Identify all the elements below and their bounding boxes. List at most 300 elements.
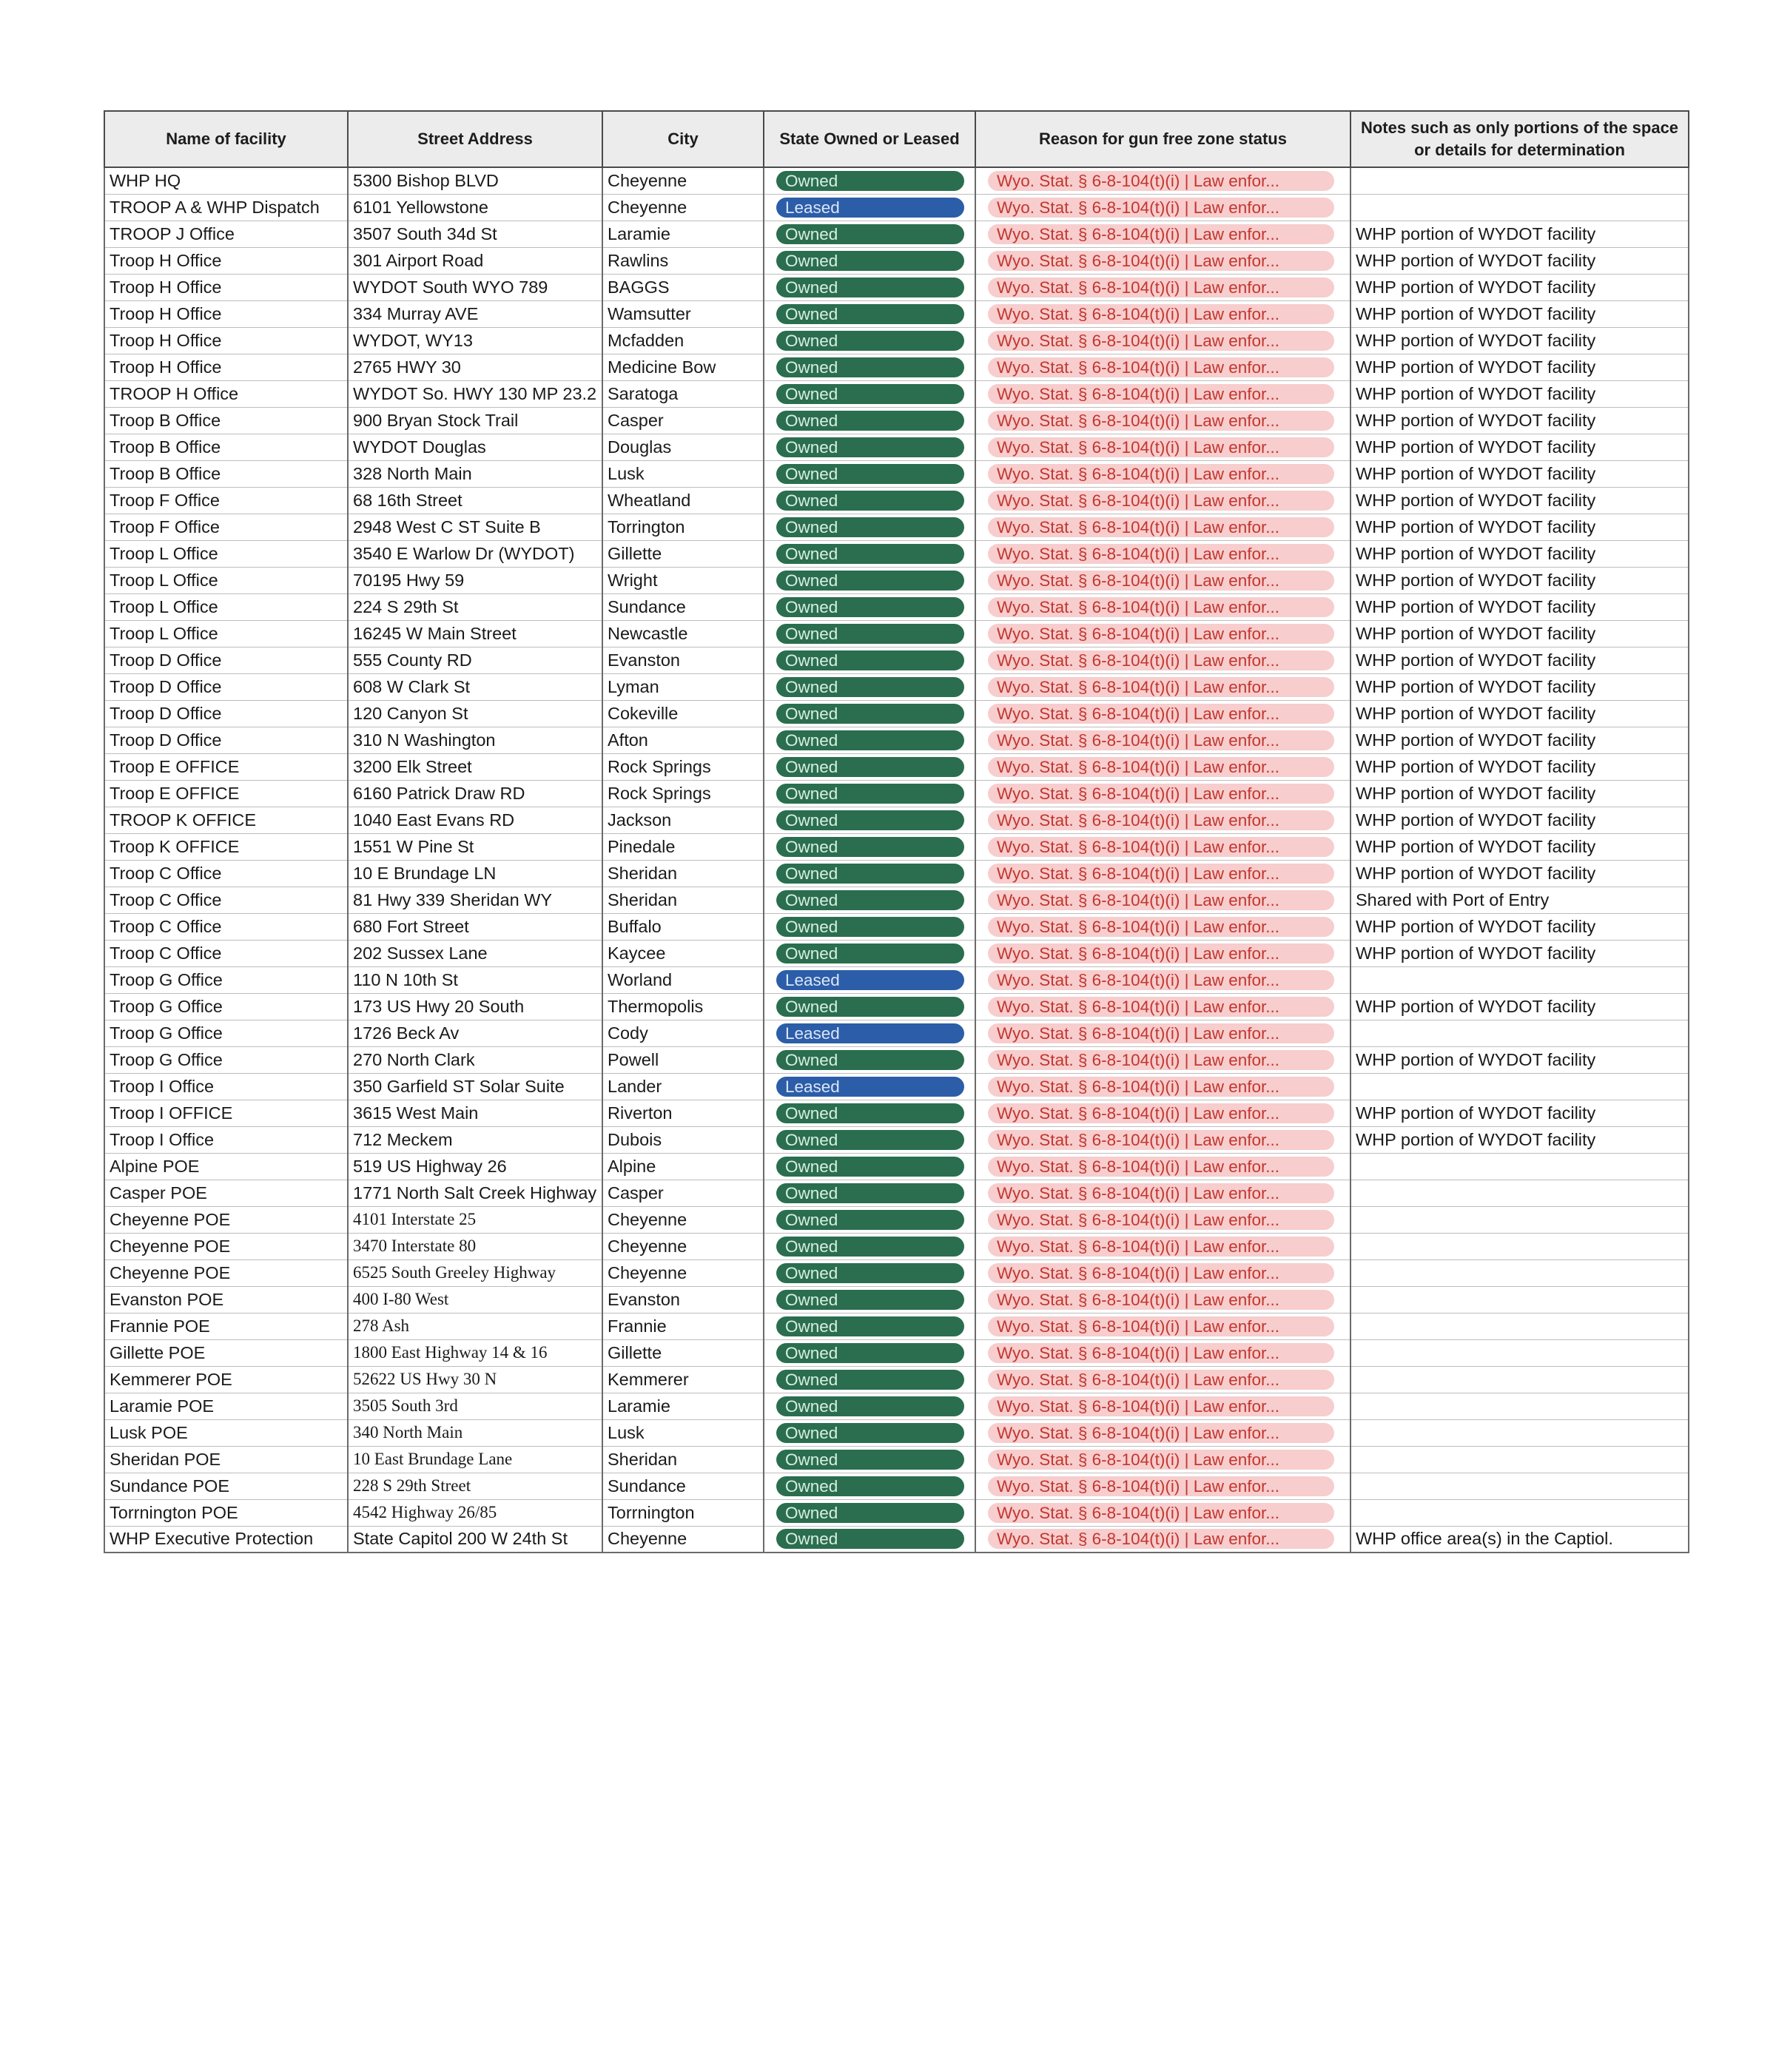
owned-status-chip[interactable]: Owned [776,597,964,617]
city-cell: Rock Springs [602,780,764,807]
city-cell: Newcastle [602,620,764,647]
street-address-cell: 3505 South 3rd [348,1393,602,1419]
facility-name-cell: Troop H Office [104,327,348,354]
ownership-cell [764,1046,975,1073]
ownership-cell [764,860,975,887]
reason-chip[interactable]: Wyo. Stat. § 6-8-104(t)(i) | Law enfor... [988,1450,1334,1470]
street-address-cell: 350 Garfield ST Solar Suite [348,1073,602,1100]
reason-cell [975,1180,1350,1206]
table-row [104,940,1689,966]
city-cell: Kaycee [602,940,764,966]
facility-name-cell: Sheridan POE [104,1446,348,1473]
street-address-cell: 68 16th Street [348,487,602,514]
ownership-cell [764,620,975,647]
city-cell: Jackson [602,807,764,833]
reason-cell [975,1259,1350,1286]
table-row [104,274,1689,300]
street-address-cell: 608 W Clark St [348,673,602,700]
facility-name-cell: Troop I OFFICE [104,1100,348,1126]
ownership-cell [764,966,975,993]
street-address-cell: 680 Fort Street [348,913,602,940]
facility-name-cell: Troop B Office [104,460,348,487]
notes-cell: WHP office area(s) in the Captiol. [1350,1526,1689,1553]
header-ownership: State Owned or Leased [764,111,975,167]
owned-status-chip[interactable]: Owned [776,837,964,857]
street-address-cell: State Capitol 200 W 24th St [348,1526,602,1553]
owned-status-chip[interactable]: Owned [776,1503,964,1523]
owned-status-chip[interactable]: Owned [776,491,964,511]
reason-chip[interactable]: Wyo. Stat. § 6-8-104(t)(i) | Law enfor... [988,1423,1334,1443]
notes-cell: WHP portion of WYDOT facility [1350,487,1689,514]
street-address-cell: 1551 W Pine St [348,833,602,860]
notes-cell: WHP portion of WYDOT facility [1350,780,1689,807]
reason-chip[interactable]: Wyo. Stat. § 6-8-104(t)(i) | Law enfor... [988,650,1334,670]
reason-chip[interactable]: Wyo. Stat. § 6-8-104(t)(i) | Law enfor... [988,1503,1334,1523]
street-address-cell: 4542 Highway 26/85 [348,1499,602,1526]
header-notes-line2: or details for determination [1414,141,1625,159]
owned-status-chip[interactable]: Owned [776,251,964,271]
owned-status-chip[interactable]: Owned [776,704,964,724]
table-row [104,1393,1689,1419]
facility-name-cell: Cheyenne POE [104,1259,348,1286]
owned-status-chip[interactable]: Owned [776,331,964,351]
street-address-cell: 4101 Interstate 25 [348,1206,602,1233]
owned-status-chip[interactable]: Owned [776,1396,964,1416]
table-row [104,887,1689,913]
notes-cell: WHP portion of WYDOT facility [1350,727,1689,753]
reason-chip[interactable]: Wyo. Stat. § 6-8-104(t)(i) | Law enfor... [988,544,1334,564]
table-row [104,1259,1689,1286]
owned-status-chip[interactable]: Owned [776,997,964,1017]
notes-cell: WHP portion of WYDOT facility [1350,833,1689,860]
street-address-cell: 3540 E Warlow Dr (WYDOT) [348,540,602,567]
reason-cell [975,993,1350,1020]
owned-status-chip[interactable]: Owned [776,517,964,537]
city-cell: Sundance [602,1473,764,1499]
table-row [104,1526,1689,1553]
table-row [104,593,1689,620]
table-row [104,407,1689,434]
street-address-cell: 340 North Main [348,1419,602,1446]
table-row [104,860,1689,887]
header-facility-name: Name of facility [104,111,348,167]
table-row [104,1313,1689,1339]
reason-chip[interactable]: Wyo. Stat. § 6-8-104(t)(i) | Law enfor... [988,1316,1334,1336]
reason-cell [975,700,1350,727]
reason-chip[interactable]: Wyo. Stat. § 6-8-104(t)(i) | Law enfor... [988,864,1334,884]
owned-status-chip[interactable]: Owned [776,357,964,377]
ownership-cell [764,380,975,407]
reason-chip[interactable]: Wyo. Stat. § 6-8-104(t)(i) | Law enfor... [988,1050,1334,1070]
leased-status-chip[interactable]: Leased [776,970,964,990]
reason-chip[interactable]: Wyo. Stat. § 6-8-104(t)(i) | Law enfor... [988,1237,1334,1257]
ownership-cell [764,274,975,300]
street-address-cell: 5300 Bishop BLVD [348,167,602,194]
reason-chip[interactable]: Wyo. Stat. § 6-8-104(t)(i) | Law enfor... [988,1130,1334,1150]
street-address-cell: 328 North Main [348,460,602,487]
facility-name-cell: Troop C Office [104,860,348,887]
owned-status-chip[interactable]: Owned [776,437,964,457]
gun-free-zone-facility-table [104,110,1689,1553]
owned-status-chip[interactable]: Owned [776,624,964,644]
reason-chip[interactable]: Wyo. Stat. § 6-8-104(t)(i) | Law enfor... [988,1210,1334,1230]
city-cell: Saratoga [602,380,764,407]
city-cell: BAGGS [602,274,764,300]
facility-name-cell: Kemmerer POE [104,1366,348,1393]
reason-chip[interactable]: Wyo. Stat. § 6-8-104(t)(i) | Law enfor... [988,384,1334,404]
reason-chip[interactable]: Wyo. Stat. § 6-8-104(t)(i) | Law enfor... [988,464,1334,484]
reason-chip[interactable]: Wyo. Stat. § 6-8-104(t)(i) | Law enfor... [988,198,1334,218]
facility-name-cell: Troop L Office [104,567,348,593]
reason-cell [975,1020,1350,1046]
notes-cell: WHP portion of WYDOT facility [1350,274,1689,300]
table-row [104,780,1689,807]
reason-chip[interactable]: Wyo. Stat. § 6-8-104(t)(i) | Law enfor... [988,917,1334,937]
reason-cell [975,407,1350,434]
street-address-cell: 334 Murray AVE [348,300,602,327]
street-address-cell: WYDOT So. HWY 130 MP 23.2 [348,380,602,407]
facility-name-cell: Evanston POE [104,1286,348,1313]
owned-status-chip[interactable]: Owned [776,1130,964,1150]
owned-status-chip[interactable]: Owned [776,1103,964,1123]
notes-cell [1350,1313,1689,1339]
table-body [104,167,1689,1553]
reason-chip[interactable]: Wyo. Stat. § 6-8-104(t)(i) | Law enfor... [988,597,1334,617]
reason-chip[interactable]: Wyo. Stat. § 6-8-104(t)(i) | Law enfor... [988,997,1334,1017]
reason-cell [975,514,1350,540]
table-row [104,460,1689,487]
table-header [104,111,1689,167]
street-address-cell: 3200 Elk Street [348,753,602,780]
table-row [104,1286,1689,1313]
table-row [104,1180,1689,1206]
table-row [104,673,1689,700]
facility-name-cell: Troop I Office [104,1073,348,1100]
owned-status-chip[interactable]: Owned [776,650,964,670]
ownership-cell [764,727,975,753]
city-cell: Cheyenne [602,167,764,194]
header-street-address: Street Address [348,111,602,167]
leased-status-chip[interactable]: Leased [776,1077,964,1097]
street-address-cell: 1726 Beck Av [348,1020,602,1046]
city-cell: Gillette [602,1339,764,1366]
reason-cell [975,913,1350,940]
street-address-cell: 301 Airport Road [348,247,602,274]
notes-cell: WHP portion of WYDOT facility [1350,1100,1689,1126]
facility-name-cell: Troop H Office [104,354,348,380]
facility-name-cell: Gillette POE [104,1339,348,1366]
header-reason: Reason for gun free zone status [975,111,1350,167]
reason-chip[interactable]: Wyo. Stat. § 6-8-104(t)(i) | Law enfor... [988,970,1334,990]
reason-chip[interactable]: Wyo. Stat. § 6-8-104(t)(i) | Law enfor... [988,278,1334,297]
reason-chip[interactable]: Wyo. Stat. § 6-8-104(t)(i) | Law enfor... [988,1476,1334,1496]
owned-status-chip[interactable]: Owned [776,171,964,191]
reason-chip[interactable]: Wyo. Stat. § 6-8-104(t)(i) | Law enfor... [988,411,1334,431]
notes-cell [1350,1073,1689,1100]
city-cell: Mcfadden [602,327,764,354]
facility-name-cell: Frannie POE [104,1313,348,1339]
reason-chip[interactable]: Wyo. Stat. § 6-8-104(t)(i) | Law enfor... [988,784,1334,804]
ownership-cell [764,460,975,487]
notes-cell: WHP portion of WYDOT facility [1350,993,1689,1020]
street-address-cell: WYDOT Douglas [348,434,602,460]
reason-chip[interactable]: Wyo. Stat. § 6-8-104(t)(i) | Law enfor... [988,1529,1334,1549]
reason-chip[interactable]: Wyo. Stat. § 6-8-104(t)(i) | Law enfor... [988,224,1334,244]
owned-status-chip[interactable]: Owned [776,890,964,910]
ownership-cell [764,1419,975,1446]
owned-status-chip[interactable]: Owned [776,784,964,804]
facility-name-cell: Troop C Office [104,940,348,966]
reason-chip[interactable]: Wyo. Stat. § 6-8-104(t)(i) | Law enfor... [988,810,1334,830]
city-cell: Evanston [602,1286,764,1313]
leased-status-chip[interactable]: Leased [776,1023,964,1043]
notes-cell: Shared with Port of Entry [1350,887,1689,913]
reason-chip[interactable]: Wyo. Stat. § 6-8-104(t)(i) | Law enfor... [988,624,1334,644]
table-row [104,247,1689,274]
ownership-cell [764,1393,975,1419]
owned-status-chip[interactable]: Owned [776,1050,964,1070]
owned-status-chip[interactable]: Owned [776,304,964,324]
reason-cell [975,1126,1350,1153]
reason-chip[interactable]: Wyo. Stat. § 6-8-104(t)(i) | Law enfor... [988,1157,1334,1177]
reason-chip[interactable]: Wyo. Stat. § 6-8-104(t)(i) | Law enfor... [988,1103,1334,1123]
city-cell: Cokeville [602,700,764,727]
reason-cell [975,434,1350,460]
reason-chip[interactable]: Wyo. Stat. § 6-8-104(t)(i) | Law enfor... [988,1343,1334,1363]
table-row [104,620,1689,647]
reason-chip[interactable]: Wyo. Stat. § 6-8-104(t)(i) | Law enfor... [988,1077,1334,1097]
city-cell: Frannie [602,1313,764,1339]
header-row [104,111,1689,167]
reason-chip[interactable]: Wyo. Stat. § 6-8-104(t)(i) | Law enfor... [988,890,1334,910]
street-address-cell: 900 Bryan Stock Trail [348,407,602,434]
city-cell: Sheridan [602,1446,764,1473]
owned-status-chip[interactable]: Owned [776,864,964,884]
owned-status-chip[interactable]: Owned [776,730,964,750]
table-row [104,167,1689,194]
reason-chip[interactable]: Wyo. Stat. § 6-8-104(t)(i) | Law enfor... [988,677,1334,697]
reason-cell [975,1366,1350,1393]
owned-status-chip[interactable]: Owned [776,1290,964,1310]
street-address-cell: 270 North Clark [348,1046,602,1073]
table-row [104,1473,1689,1499]
reason-cell [975,966,1350,993]
city-cell: Rawlins [602,247,764,274]
facility-name-cell: Torrnington POE [104,1499,348,1526]
ownership-cell [764,700,975,727]
owned-status-chip[interactable]: Owned [776,1450,964,1470]
ownership-cell [764,434,975,460]
reason-cell [975,1073,1350,1100]
owned-status-chip[interactable]: Owned [776,917,964,937]
table-row [104,833,1689,860]
city-cell: Pinedale [602,833,764,860]
reason-cell [975,1473,1350,1499]
street-address-cell: 1771 North Salt Creek Highway [348,1180,602,1206]
facility-name-cell: Troop C Office [104,913,348,940]
city-cell: Casper [602,407,764,434]
city-cell: Kemmerer [602,1366,764,1393]
street-address-cell: 224 S 29th St [348,593,602,620]
city-cell: Riverton [602,1100,764,1126]
owned-status-chip[interactable]: Owned [776,1476,964,1496]
reason-cell [975,1339,1350,1366]
facility-name-cell: TROOP H Office [104,380,348,407]
owned-status-chip[interactable]: Owned [776,677,964,697]
street-address-cell: 3470 Interstate 80 [348,1233,602,1259]
header-city: City [602,111,764,167]
notes-cell: WHP portion of WYDOT facility [1350,514,1689,540]
ownership-cell [764,194,975,221]
reason-cell [975,860,1350,887]
notes-cell [1350,194,1689,221]
notes-cell: WHP portion of WYDOT facility [1350,460,1689,487]
ownership-cell [764,1180,975,1206]
owned-status-chip[interactable]: Owned [776,224,964,244]
owned-status-chip[interactable]: Owned [776,1263,964,1283]
owned-status-chip[interactable]: Owned [776,1316,964,1336]
owned-status-chip[interactable]: Owned [776,1370,964,1390]
reason-chip[interactable]: Wyo. Stat. § 6-8-104(t)(i) | Law enfor... [988,171,1334,191]
reason-chip[interactable]: Wyo. Stat. § 6-8-104(t)(i) | Law enfor... [988,730,1334,750]
reason-cell [975,1100,1350,1126]
facility-name-cell: Troop E OFFICE [104,780,348,807]
facility-name-cell: Troop L Office [104,620,348,647]
reason-chip[interactable]: Wyo. Stat. § 6-8-104(t)(i) | Law enfor... [988,437,1334,457]
ownership-cell [764,1473,975,1499]
facility-name-cell: Troop G Office [104,966,348,993]
owned-status-chip[interactable]: Owned [776,571,964,591]
notes-cell [1350,1419,1689,1446]
reason-cell [975,1499,1350,1526]
reason-chip[interactable]: Wyo. Stat. § 6-8-104(t)(i) | Law enfor... [988,331,1334,351]
reason-chip[interactable]: Wyo. Stat. § 6-8-104(t)(i) | Law enfor... [988,571,1334,591]
table-row [104,1100,1689,1126]
owned-status-chip[interactable]: Owned [776,1529,964,1549]
owned-status-chip[interactable]: Owned [776,944,964,963]
reason-chip[interactable]: Wyo. Stat. § 6-8-104(t)(i) | Law enfor... [988,944,1334,963]
reason-cell [975,887,1350,913]
facility-name-cell: WHP Executive Protection [104,1526,348,1553]
notes-cell [1350,1286,1689,1313]
table-row [104,380,1689,407]
table-row [104,993,1689,1020]
facility-name-cell: Troop G Office [104,1046,348,1073]
notes-cell: WHP portion of WYDOT facility [1350,807,1689,833]
owned-status-chip[interactable]: Owned [776,1237,964,1257]
ownership-cell [764,940,975,966]
reason-chip[interactable]: Wyo. Stat. § 6-8-104(t)(i) | Law enfor... [988,1396,1334,1416]
owned-status-chip[interactable]: Owned [776,757,964,777]
table-row [104,966,1689,993]
city-cell: Douglas [602,434,764,460]
table-row [104,1073,1689,1100]
reason-cell [975,460,1350,487]
table-row [104,1046,1689,1073]
city-cell: Cheyenne [602,194,764,221]
owned-status-chip[interactable]: Owned [776,810,964,830]
reason-cell [975,1153,1350,1180]
city-cell: Wheatland [602,487,764,514]
leased-status-chip[interactable]: Leased [776,198,964,218]
owned-status-chip[interactable]: Owned [776,1423,964,1443]
table-row [104,514,1689,540]
facility-name-cell: Troop I Office [104,1126,348,1153]
reason-chip[interactable]: Wyo. Stat. § 6-8-104(t)(i) | Law enfor... [988,1290,1334,1310]
reason-chip[interactable]: Wyo. Stat. § 6-8-104(t)(i) | Law enfor... [988,491,1334,511]
facility-name-cell: Troop H Office [104,274,348,300]
owned-status-chip[interactable]: Owned [776,278,964,297]
facility-name-cell: Troop L Office [104,593,348,620]
city-cell: Lyman [602,673,764,700]
owned-status-chip[interactable]: Owned [776,411,964,431]
notes-cell [1350,1366,1689,1393]
reason-chip[interactable]: Wyo. Stat. § 6-8-104(t)(i) | Law enfor... [988,357,1334,377]
owned-status-chip[interactable]: Owned [776,384,964,404]
city-cell: Lander [602,1073,764,1100]
facility-name-cell: Troop G Office [104,993,348,1020]
owned-status-chip[interactable]: Owned [776,1210,964,1230]
facility-sheet [104,110,1688,1553]
table-row [104,567,1689,593]
owned-status-chip[interactable]: Owned [776,464,964,484]
notes-cell: WHP portion of WYDOT facility [1350,913,1689,940]
table-row [104,194,1689,221]
notes-cell: WHP portion of WYDOT facility [1350,860,1689,887]
reason-chip[interactable]: Wyo. Stat. § 6-8-104(t)(i) | Law enfor... [988,837,1334,857]
ownership-cell [764,1499,975,1526]
reason-chip[interactable]: Wyo. Stat. § 6-8-104(t)(i) | Law enfor... [988,757,1334,777]
notes-cell: WHP portion of WYDOT facility [1350,540,1689,567]
reason-chip[interactable]: Wyo. Stat. § 6-8-104(t)(i) | Law enfor... [988,1370,1334,1390]
city-cell: Torrnington [602,1499,764,1526]
reason-chip[interactable]: Wyo. Stat. § 6-8-104(t)(i) | Law enfor... [988,1023,1334,1043]
facility-name-cell: Laramie POE [104,1393,348,1419]
street-address-cell: 555 County RD [348,647,602,673]
facility-name-cell: Troop C Office [104,887,348,913]
reason-chip[interactable]: Wyo. Stat. § 6-8-104(t)(i) | Law enfor... [988,1263,1334,1283]
ownership-cell [764,514,975,540]
ownership-cell [764,1286,975,1313]
reason-chip[interactable]: Wyo. Stat. § 6-8-104(t)(i) | Law enfor... [988,1183,1334,1203]
reason-cell [975,753,1350,780]
notes-cell: WHP portion of WYDOT facility [1350,247,1689,274]
table-row [104,807,1689,833]
street-address-cell: 202 Sussex Lane [348,940,602,966]
facility-name-cell: Troop E OFFICE [104,753,348,780]
facility-name-cell: Cheyenne POE [104,1206,348,1233]
reason-chip[interactable]: Wyo. Stat. § 6-8-104(t)(i) | Law enfor... [988,304,1334,324]
city-cell: Sundance [602,593,764,620]
reason-chip[interactable]: Wyo. Stat. § 6-8-104(t)(i) | Law enfor... [988,251,1334,271]
table-row [104,1339,1689,1366]
reason-chip[interactable]: Wyo. Stat. § 6-8-104(t)(i) | Law enfor... [988,517,1334,537]
owned-status-chip[interactable]: Owned [776,544,964,564]
street-address-cell: 712 Meckem [348,1126,602,1153]
street-address-cell: 3615 West Main [348,1100,602,1126]
street-address-cell: WYDOT South WYO 789 [348,274,602,300]
owned-status-chip[interactable]: Owned [776,1157,964,1177]
reason-cell [975,247,1350,274]
owned-status-chip[interactable]: Owned [776,1183,964,1203]
street-address-cell: 1040 East Evans RD [348,807,602,833]
city-cell: Laramie [602,221,764,247]
notes-cell: WHP portion of WYDOT facility [1350,434,1689,460]
reason-chip[interactable]: Wyo. Stat. § 6-8-104(t)(i) | Law enfor... [988,704,1334,724]
table-row [104,1153,1689,1180]
reason-cell [975,540,1350,567]
owned-status-chip[interactable]: Owned [776,1343,964,1363]
